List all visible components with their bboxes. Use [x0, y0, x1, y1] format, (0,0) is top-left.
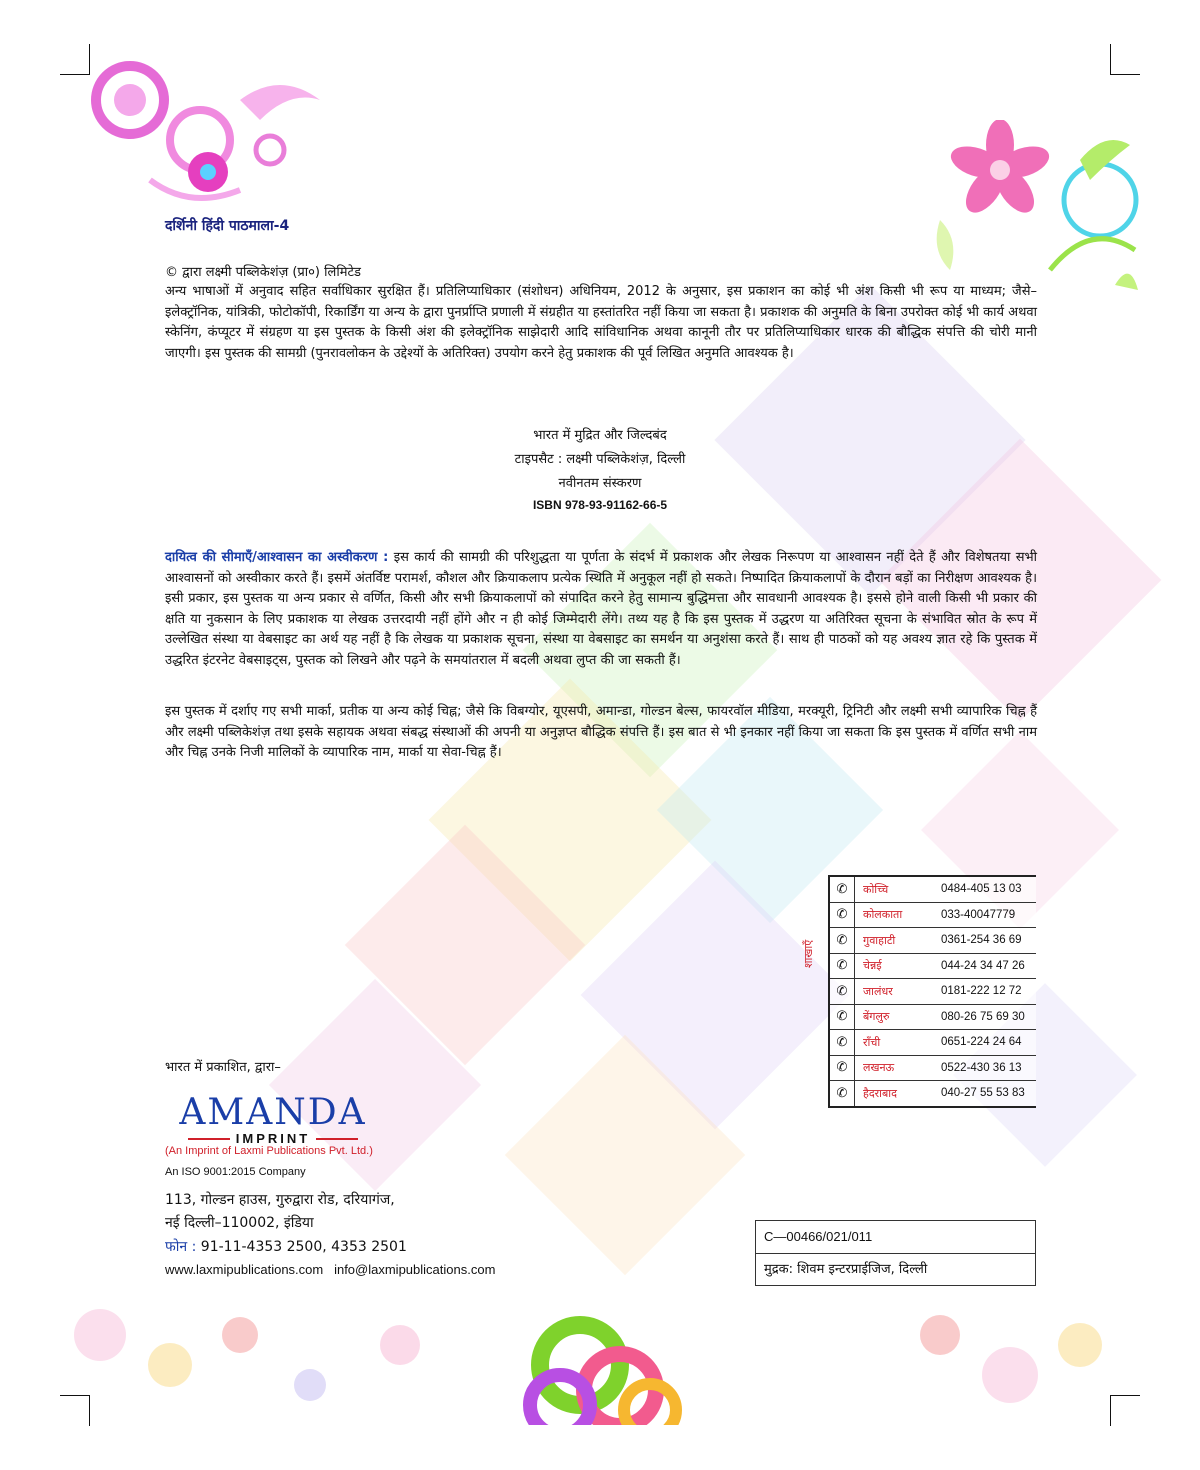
- logo-bar-right: [316, 1138, 358, 1140]
- phone-icon: ✆: [830, 1081, 855, 1106]
- web-contact: [165, 1262, 495, 1277]
- phone-icon: ✆: [830, 979, 855, 1004]
- printed-bound-line: भारत में मुद्रित और जिल्दबंद: [533, 428, 667, 443]
- logo-bar-left: [188, 1138, 230, 1140]
- address-line-2: नई दिल्ली–110002, इंडिया: [165, 1215, 314, 1231]
- phone-icon: ✆: [830, 928, 855, 953]
- disclaimer-label: दायित्व की सीमाएँ/आश्वासन का अस्वीकरण :: [165, 550, 389, 565]
- branch-phone: 080-26 75 69 30: [941, 1010, 1025, 1023]
- branch-city: कोलकाता: [863, 908, 903, 922]
- phone-label: फोन :: [165, 1239, 197, 1255]
- logo-subtitle: (An Imprint of Laxmi Publications Pvt. Ltd.): [165, 1145, 373, 1157]
- branch-phone: 0651-224 24 64: [941, 1036, 1022, 1049]
- email-link[interactable]: info@laxmipublications.com: [334, 1262, 496, 1277]
- branch-row: [830, 954, 1036, 980]
- phone-icon: ✆: [830, 954, 855, 979]
- logo-imprint-text: IMPRINT: [235, 1131, 311, 1146]
- iso-line: An ISO 9001:2015 Company: [165, 1166, 306, 1178]
- logo-imprint: [178, 1131, 368, 1146]
- disclaimer-text: इस कार्य की सामग्री की परिशुद्धता या पूर्णता के संदर्भ में प्रकाशक और लेखक निरूपण या आश्वासन नहीं देते हैं और विशेषतया सभी आश्वासनों को अस्वीकार करते हैं। इसमें अंतर्विष्ट परामर्श, कौशल और क्रियाकलाप प्रत्येक स्थिति में अनुकूल नहीं हो सकते। निष्पादित क्रियाकलापों के दौरान बड़ों का निरीक्षण आवश्यक है। इसी प्रकार, इस पुस्तक या अन्य प्रकार से वर्णित, किसी और सभी क्रियाकलापों को संपादित करने हेतु सामान्य बुद्धिमत्ता और सावधानी आवश्यक है। इससे होने वाली किसी भी प्रकार की क्षति या नुकसान के लिए प्रकाशक या लेखक उत्तरदायी नहीं होंगे और न ही कोई जिम्मेदारी लेंगे। तथ्य यह है कि इस पुस्तक में उद्धरण या अतिरिक्त सूचना के संभावित स्रोत के रूप में उल्लेखित संस्था या वेबसाइट का अर्थ यह नहीं है कि लेखक या प्रकाशक सूचना, संस्था या वेबसाइट का समर्थन या अनुशंसा करते हैं। साथ ही पाठकों को यह अवश्य ज्ञात रहे कि पुस्तक में उद्धरित इंटरनेट वेबसाइट्स, पुस्तक को लिखने और पढ़ने के समयांतराल में बदली अथवा लुप्त की जा सकती हैं।: [165, 550, 1038, 668]
- branch-city: बेंगलुरु: [863, 1010, 890, 1024]
- branch-city: जालंधर: [863, 984, 893, 998]
- copyright-heading: © द्वारा लक्ष्मी पब्लिकेशंज़ (प्रा०) लिमिटेड: [165, 265, 361, 280]
- phone-icon: ✆: [830, 1030, 855, 1055]
- amanda-logo: [178, 1092, 368, 1146]
- branch-row: [830, 877, 1036, 903]
- printer-name: शिवम इन्टरप्राईजिज, दिल्ली: [793, 1262, 928, 1277]
- copyright-text: अन्य भाषाओं में अनुवाद सहित सर्वाधिकार सुरक्षित हैं। प्रतिलिप्याधिकार (संशोधन) अधिनियम, 2012 के अनुसार, इस प्रकाशन का कोई भी अंश किसी भी रूप या माध्यम; जैसे–इलेक्ट्रॉनिक, यांत्रिकी, फोटोकॉपी, रिकार्डिंग या अन्य के द्वारा पुनर्प्राप्ति प्रणाली में संग्रहीत या हस्तांतरित नहीं किया जा सकता है। प्रकाशक की अनुमति के बिना उपरोक्त कोई भी कार्य अथवा स्केनिंग, कंप्यूटर में संग्रहण या इस पुस्तक के किसी अंश की इलेक्ट्रॉनिक साझेदारी आदि सांविधानिक अथवा कानूनी तौर पर प्रतिलिप्याधिकार धारक की बौद्धिक संपत्ति की चोरी मानी जाएगी। इस पुस्तक की सामग्री (पुनरावलोकन के उद्देश्यों के अतिरिक्त) उपयोग करने हेतु प्रकाशक की पूर्व लिखित अनुमति आवश्यक है।: [165, 284, 1037, 361]
- decorative-circles-bottom: [60, 1295, 1140, 1425]
- crop-mark: [89, 1396, 90, 1426]
- branch-city: हैदराबाद: [863, 1086, 898, 1100]
- trademark-paragraph: इस पुस्तक में दर्शाए गए सभी मार्का, प्रतीक या अन्य कोई चिह्न; जैसे कि विबग्योर, यूएसपी, अमान्डा, गोल्डन बेल्स, फायरवॉल मीडिया, मरक्यूरी, ट्रिनिटी और लक्ष्मी सभी व्यापारिक चिह्न हैं और लक्ष्मी पब्लिकेशंज़ तथा इसके सहायक अथवा संबद्ध संस्थाओं की अपनी या अनुज्ञप्त बौद्धिक संपत्ति हैं। इस बात से भी इनकार नहीं किया जा सकता कि इस पुस्तक में वर्णित सभी नाम और चिह्न उनके निजी मालिकों के व्यापारिक नाम, मार्का या सेवा-चिह्न हैं।: [165, 704, 1037, 760]
- published-by: भारत में प्रकाशित, द्वारा–: [165, 1060, 281, 1075]
- phone-number: 91-11-4353 2500, 4353 2501: [196, 1239, 407, 1255]
- branch-phone: 040-27 55 53 83: [941, 1087, 1025, 1100]
- phone-icon: ✆: [830, 1056, 855, 1081]
- book-title: दर्शिनी हिंदी पाठमाला-4: [165, 218, 290, 234]
- branch-city: कोच्चि: [863, 882, 889, 896]
- branch-row: [830, 903, 1036, 929]
- phone-icon: ✆: [830, 877, 855, 902]
- branch-row: [830, 979, 1036, 1005]
- branch-city: चेन्नई: [863, 959, 882, 973]
- branch-row: [830, 1081, 1036, 1106]
- isbn: ISBN 978-93-91162-66-5: [532, 498, 668, 512]
- printer-line: [756, 1254, 1035, 1285]
- branch-row: [830, 1005, 1036, 1031]
- disclaimer-paragraph: [165, 548, 1037, 671]
- branch-phone: 0522-430 36 13: [941, 1061, 1022, 1074]
- branch-phone: 044-24 34 47 26: [941, 959, 1025, 972]
- branch-phone: 0181-222 12 72: [941, 985, 1022, 998]
- publisher-phone: [165, 1237, 407, 1256]
- address-line-1: 113, गोल्डन हाउस, गुरुद्वारा रोड, दरियागंज,: [165, 1192, 395, 1208]
- phone-icon: ✆: [830, 1005, 855, 1030]
- website-link[interactable]: www.laxmipublications.com: [165, 1262, 324, 1277]
- logo-main-text: AMANDA: [179, 1092, 367, 1133]
- branch-city: गुवाहाटी: [863, 933, 896, 947]
- crop-mark: [1110, 1396, 1111, 1426]
- branch-phone: 033-40047779: [941, 908, 1016, 921]
- crop-mark: [1110, 44, 1111, 74]
- branch-city: राँची: [863, 1035, 881, 1049]
- print-code: C—00466/021/011: [756, 1221, 1035, 1254]
- branch-phone: 0484-405 13 03: [941, 883, 1022, 896]
- crop-mark: [89, 44, 90, 74]
- crop-mark: [60, 74, 90, 75]
- crop-mark: [1110, 74, 1140, 75]
- edition-line: नवीनतम संस्करण: [558, 476, 642, 491]
- phone-icon: ✆: [830, 903, 855, 928]
- floral-ornament-top-left: [90, 60, 350, 210]
- branches-table: [828, 875, 1036, 1108]
- crop-mark: [1110, 1395, 1140, 1396]
- branch-phone: 0361-254 36 69: [941, 934, 1022, 947]
- printer-label: मुद्रक:: [764, 1262, 794, 1277]
- printer-box: [755, 1220, 1036, 1286]
- branch-row: [830, 1056, 1036, 1082]
- typeset-line: टाइपसैट : लक्ष्मी पब्लिकेशंज़, दिल्ली: [514, 452, 686, 467]
- branches-label: शाखाएँ: [802, 939, 815, 968]
- crop-mark: [60, 1395, 90, 1396]
- branch-city: लखनऊ: [863, 1061, 895, 1075]
- branch-row: [830, 1030, 1036, 1056]
- branch-row: [830, 928, 1036, 954]
- print-info: [400, 424, 800, 514]
